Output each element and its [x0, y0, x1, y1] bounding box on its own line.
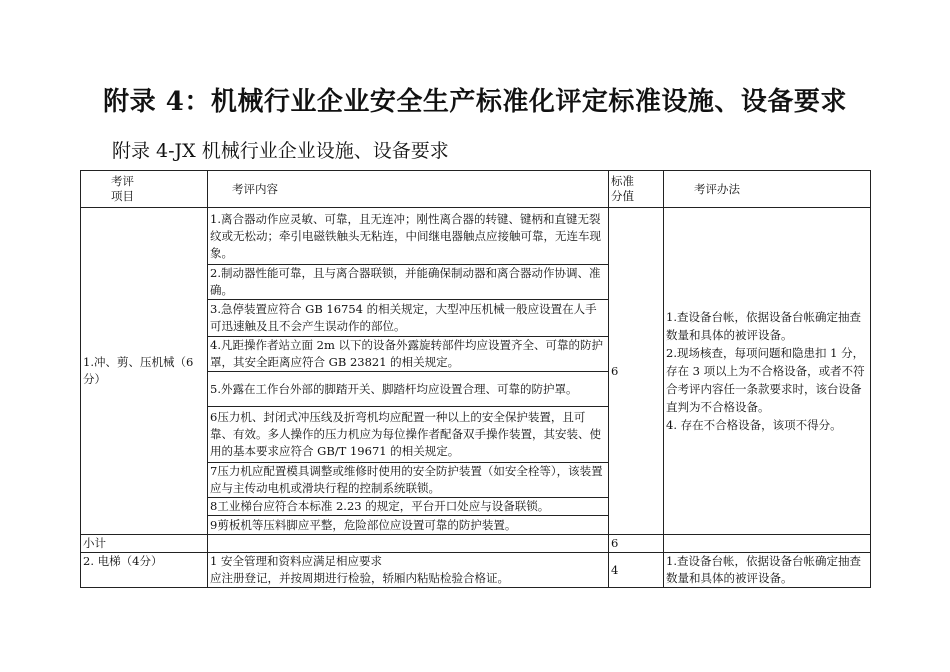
table-row — [81, 553, 871, 588]
subtotal-row — [81, 535, 871, 553]
section2-content: 1 安全管理和资料应满足相应要求 应注册登记，并按周期进行检验，轿厢内粘贴检验合格证。 — [208, 553, 609, 588]
section1-content-9: 9剪板机等压料脚应平整，危险部位应设置可靠的防护装置。 — [208, 516, 609, 535]
header-item — [81, 171, 208, 208]
section1-content-4: 4.凡距操作者站立面 2m 以下的设备外露旋转部件均应设置齐全、可靠的防护罩，其安全距离应符合 GB 23821 的相关规定。 — [208, 337, 609, 372]
section2-item: 2. 电梯（4分） — [81, 553, 208, 588]
section1-content-6: 6压力机、封闭式冲压线及折弯机均应配置一种以上的安全保护装置，且可靠、有效。多人操作的压力机应为每位操作者配备双手操作装置，其安装、使用的基本要求应符合 GB/T 19671 的相关规定。 — [208, 407, 609, 463]
subtotal-content-empty — [208, 535, 609, 553]
header-method: 考评办法 — [664, 171, 871, 208]
standards-table — [80, 170, 871, 588]
section2-method: 1.查设备台帐，依据设备台帐确定抽查数量和具体的被评设备。 — [664, 553, 871, 588]
section2-score: 4 — [609, 553, 664, 588]
section1-content-3: 3.急停装置应符合 GB 16754 的相关规定，大型冲压机械一般应设置在人手可迅速触及且不会产生误动作的部位。 — [208, 300, 609, 337]
page-title: 附录 4：机械行业企业安全生产标准化评定标准设施、设备要求 — [103, 87, 847, 117]
subtotal-method-empty — [664, 535, 871, 553]
table-row — [81, 208, 871, 265]
subtotal-label: 小计 — [81, 535, 208, 553]
subtotal-score: 6 — [609, 535, 664, 553]
section1-content-2: 2.制动器性能可靠，且与离合器联锁，并能确保制动器和离合器动作协调、准确。 — [208, 265, 609, 300]
header-item-line2: 项目 — [111, 189, 134, 203]
header-score — [609, 171, 664, 208]
header-item-line1: 考评 — [111, 174, 134, 188]
section1-score: 6 — [609, 208, 664, 535]
header-content: 考评内容 — [208, 171, 609, 208]
section1-content-5: 5.外露在工作台外部的脚踏开关、脚踏杆均应设置合理、可靠的防护罩。 — [208, 372, 609, 407]
header-score-line1: 标准 — [611, 174, 634, 188]
page-subtitle: 附录 4-JX 机械行业企业设施、设备要求 — [112, 140, 449, 162]
section1-method: 1.查设备台帐，依据设备台帐确定抽查数量和具体的被评设备。 2.现场核查，每项问题和隐患扣 1 分，存在 3 项以上为不合格设备，或者不符合考评内容任一条款要求时，该台设备直判为不合格设备。 4. 存在不合格设备，该项不得分。 — [664, 208, 871, 535]
section1-content-1: 1.离合器动作应灵敏、可靠，且无连冲；刚性离合器的转键、键柄和直键无裂纹或无松动；牵引电磁铁触头无粘连，中间继电器触点应接触可靠，无连车现象。 — [208, 208, 609, 265]
section1-content-8: 8工业梯台应符合本标准 2.23 的规定，平台开口处应与设备联锁。 — [208, 498, 609, 516]
header-score-line2: 分值 — [611, 189, 634, 203]
section1-content-7: 7压力机应配置模具调整或维修时使用的安全防护装置（如安全栓等），该装置应与主传动电机或滑块行程的控制系统联锁。 — [208, 463, 609, 498]
table-header-row — [81, 171, 871, 208]
section1-item: 1.冲、剪、压机械（6分） — [81, 208, 208, 535]
